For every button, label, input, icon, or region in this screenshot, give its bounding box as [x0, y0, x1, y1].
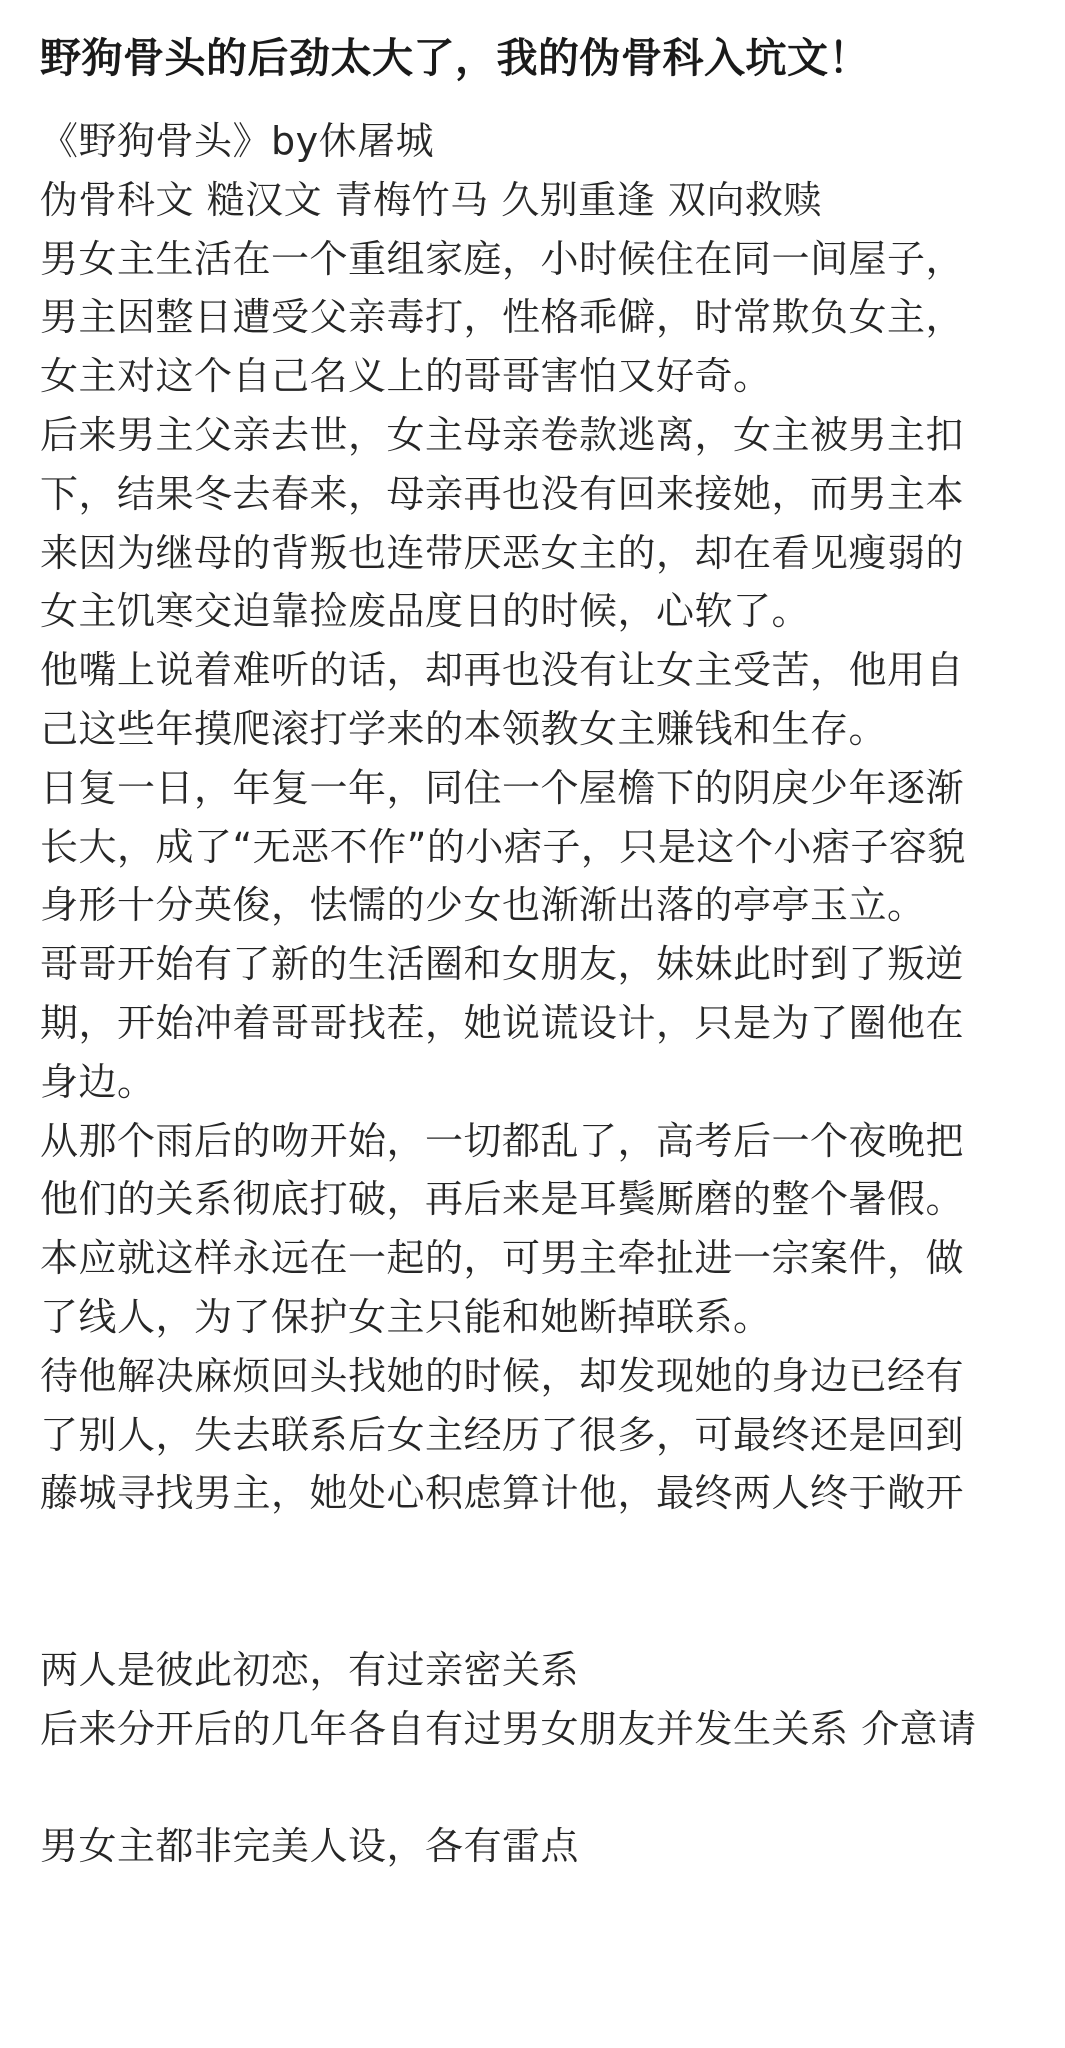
- text-line: 男主因整日遭受父亲毒打，性格乖僻，时常欺负女主，: [40, 295, 965, 340]
- text-line: 男女主生活在一个重组家庭，小时候住在同一间屋子，: [40, 236, 965, 281]
- text-line: 从那个雨后的吻开始，一切都乱了，高考后一个夜晚把: [40, 1118, 965, 1163]
- text-line: 日复一日，年复一年，同住一个屋檐下的阴戾少年逐渐: [40, 765, 965, 810]
- text-line: 期，开始冲着哥哥找茬，她说谎设计，只是为了圈他在: [40, 1000, 965, 1045]
- text-line: 他嘴上说着难听的话，却再也没有让女主受苦，他用自: [40, 648, 965, 693]
- article-body: [40, 112, 1050, 1876]
- text-line: 女主对这个自己名义上的哥哥害怕又好奇。: [40, 354, 772, 399]
- text-line: 己这些年摸爬滚打学来的本领教女主赚钱和生存。: [40, 706, 888, 751]
- text-line: 了别人，失去联系后女主经历了很多，可最终还是回到: [40, 1412, 965, 1457]
- text-line: 身边。: [40, 1059, 156, 1104]
- blank-line: [40, 1758, 1050, 1817]
- text-line: 待他解决麻烦回头找她的时候，却发现她的身边已经有: [40, 1353, 965, 1398]
- text-line: 《野狗骨头》by休屠城: [40, 119, 435, 163]
- text-line: 了线人，为了保护女主只能和她断掉联系。: [40, 1294, 772, 1339]
- text-line: 身形十分英俊，怯懦的少女也渐渐出落的亭亭玉立。: [40, 883, 926, 928]
- text-line: 女主饥寒交迫靠捡废品度日的时候，心软了。: [40, 589, 811, 634]
- text-line: 下，结果冬去春来，母亲再也没有回来接她，而男主本: [40, 471, 965, 516]
- text-line: 长大，成了“无恶不作”的小痞子，只是这个小痞子容貌: [40, 824, 966, 869]
- text-line: 哥哥开始有了新的生活圈和女朋友，妹妹此时到了叛逆: [40, 942, 965, 987]
- text-line: 后来男主父亲去世，女主母亲卷款逃离，女主被男主扣: [40, 412, 965, 457]
- blank-line: [40, 1582, 1050, 1641]
- text-line: 后来分开后的几年各自有过男女朋友并发生关系 介意请: [40, 1706, 977, 1751]
- text-line: 来因为继母的背叛也连带厌恶女主的，却在看见瘦弱的: [40, 530, 965, 575]
- blank-line: [40, 1523, 1050, 1582]
- page-title: 野狗骨头的后劲太大了，我的伪骨科入坑文！: [40, 34, 870, 82]
- text-line: 男女主都非完美人设，各有雷点: [40, 1824, 580, 1869]
- text-line: 他们的关系彻底打破，再后来是耳鬓厮磨的整个暑假。: [40, 1177, 965, 1222]
- text-line: 两人是彼此初恋，有过亲密关系: [40, 1647, 580, 1692]
- text-line: 伪骨科文 糙汉文 青梅竹马 久别重逢 双向救赎: [40, 177, 822, 222]
- text-line: 藤城寻找男主，她处心积虑算计他，最终两人终于敞开: [40, 1471, 965, 1516]
- text-line: 本应就这样永远在一起的，可男主牵扯进一宗案件，做: [40, 1236, 965, 1281]
